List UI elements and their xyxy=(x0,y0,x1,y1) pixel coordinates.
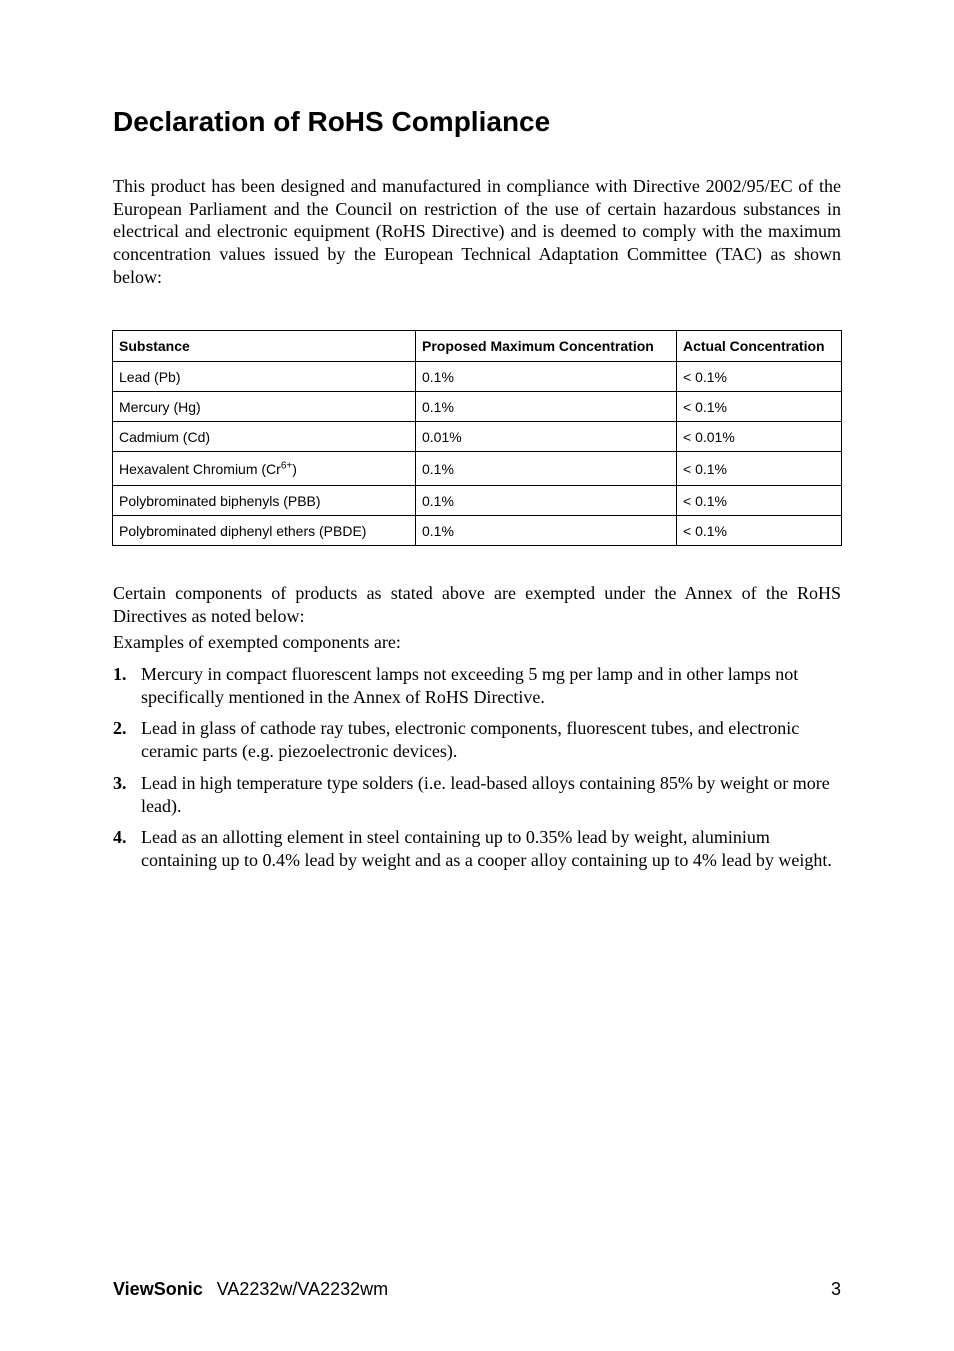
table-row xyxy=(113,516,842,546)
substance-cell: Mercury (Hg) xyxy=(113,392,416,422)
substance-cell: Polybrominated biphenyls (PBB) xyxy=(113,486,416,516)
table-row xyxy=(113,486,842,516)
list-number: 1. xyxy=(113,664,127,684)
list-item xyxy=(113,826,841,871)
actual-cell: < 0.01% xyxy=(677,422,842,452)
examples-label: Examples of exempted components are: xyxy=(113,632,401,652)
list-item-text: Mercury in compact fluorescent lamps not exceeding 5 mg per lamp and in other lamps not specifically mentioned in the Annex of RoHS Directive. xyxy=(141,664,799,707)
actual-cell: < 0.1% xyxy=(677,392,842,422)
rohs-table xyxy=(112,330,842,546)
proposed-cell: 0.1% xyxy=(416,486,677,516)
table-row xyxy=(113,362,842,392)
proposed-cell: 0.1% xyxy=(416,392,677,422)
footer-brand: ViewSonic xyxy=(113,1279,203,1299)
column-header-actual: Actual Concentration xyxy=(677,331,842,362)
list-item xyxy=(113,772,841,817)
list-item-text: Lead in glass of cathode ray tubes, electronic components, fluorescent tubes, and electronic ceramic parts (e.g. piezoelectronic devices). xyxy=(141,718,800,762)
exemption-list xyxy=(113,663,841,881)
substance-cell xyxy=(113,452,416,486)
column-header-proposed: Proposed Maximum Concentration xyxy=(416,331,677,362)
substance-text: Hexavalent Chromium (Cr xyxy=(119,460,281,477)
list-number: 4. xyxy=(113,827,127,848)
list-item-text: Lead as an allotting element in steel containing up to 0.35% lead by weight, aluminium containing up to 0.4% lead by weight and as a cooper alloy containing up to 4% lead by weight. xyxy=(141,827,832,870)
proposed-cell: 0.01% xyxy=(416,422,677,452)
table-header-row xyxy=(113,331,842,362)
table-row xyxy=(113,422,842,452)
actual-cell: < 0.1% xyxy=(677,516,842,546)
footer-model: VA2232w/VA2232wm xyxy=(216,1279,389,1299)
list-number: 2. xyxy=(113,718,127,739)
superscript-charge: 6+ xyxy=(280,459,293,471)
proposed-cell: 0.1% xyxy=(416,516,677,546)
substance-cell: Lead (Pb) xyxy=(113,362,416,392)
substance-cell: Cadmium (Cd) xyxy=(113,422,416,452)
actual-cell: < 0.1% xyxy=(677,486,842,516)
list-item-text: Lead in high temperature type solders (i.e. lead-based alloys containing 85% by weight or more lead). xyxy=(141,772,830,816)
list-item xyxy=(113,663,841,708)
intro-paragraph: This product has been designed and manufactured in compliance with Directive 2002/95/EC of the European Parliament and the Council on restriction of the use of certain hazardous substances in electrical and electronic equipment (RoHS Directive) and is deemed to comply with the maximum concentration values issued by the European Technical Adaptation Committee (TAC) as shown below: xyxy=(113,176,841,287)
table-row xyxy=(113,392,842,422)
list-number: 3. xyxy=(113,772,127,793)
table-row xyxy=(113,452,842,486)
actual-cell: < 0.1% xyxy=(677,452,842,486)
page-footer xyxy=(113,1277,841,1301)
actual-cell: < 0.1% xyxy=(677,362,842,392)
page-number: 3 xyxy=(830,1279,841,1299)
substance-text-tail: ) xyxy=(292,460,297,477)
list-item xyxy=(113,717,841,762)
proposed-cell: 0.1% xyxy=(416,362,677,392)
proposed-cell: 0.1% xyxy=(416,452,677,486)
exemption-intro-paragraph: Certain components of products as stated above are exempted under the Annex of the RoHS Directives as noted below: xyxy=(113,583,841,626)
substance-cell: Polybrominated diphenyl ethers (PBDE) xyxy=(113,516,416,546)
column-header-substance: Substance xyxy=(113,331,416,362)
page-title: Declaration of RoHS Compliance xyxy=(113,106,551,137)
